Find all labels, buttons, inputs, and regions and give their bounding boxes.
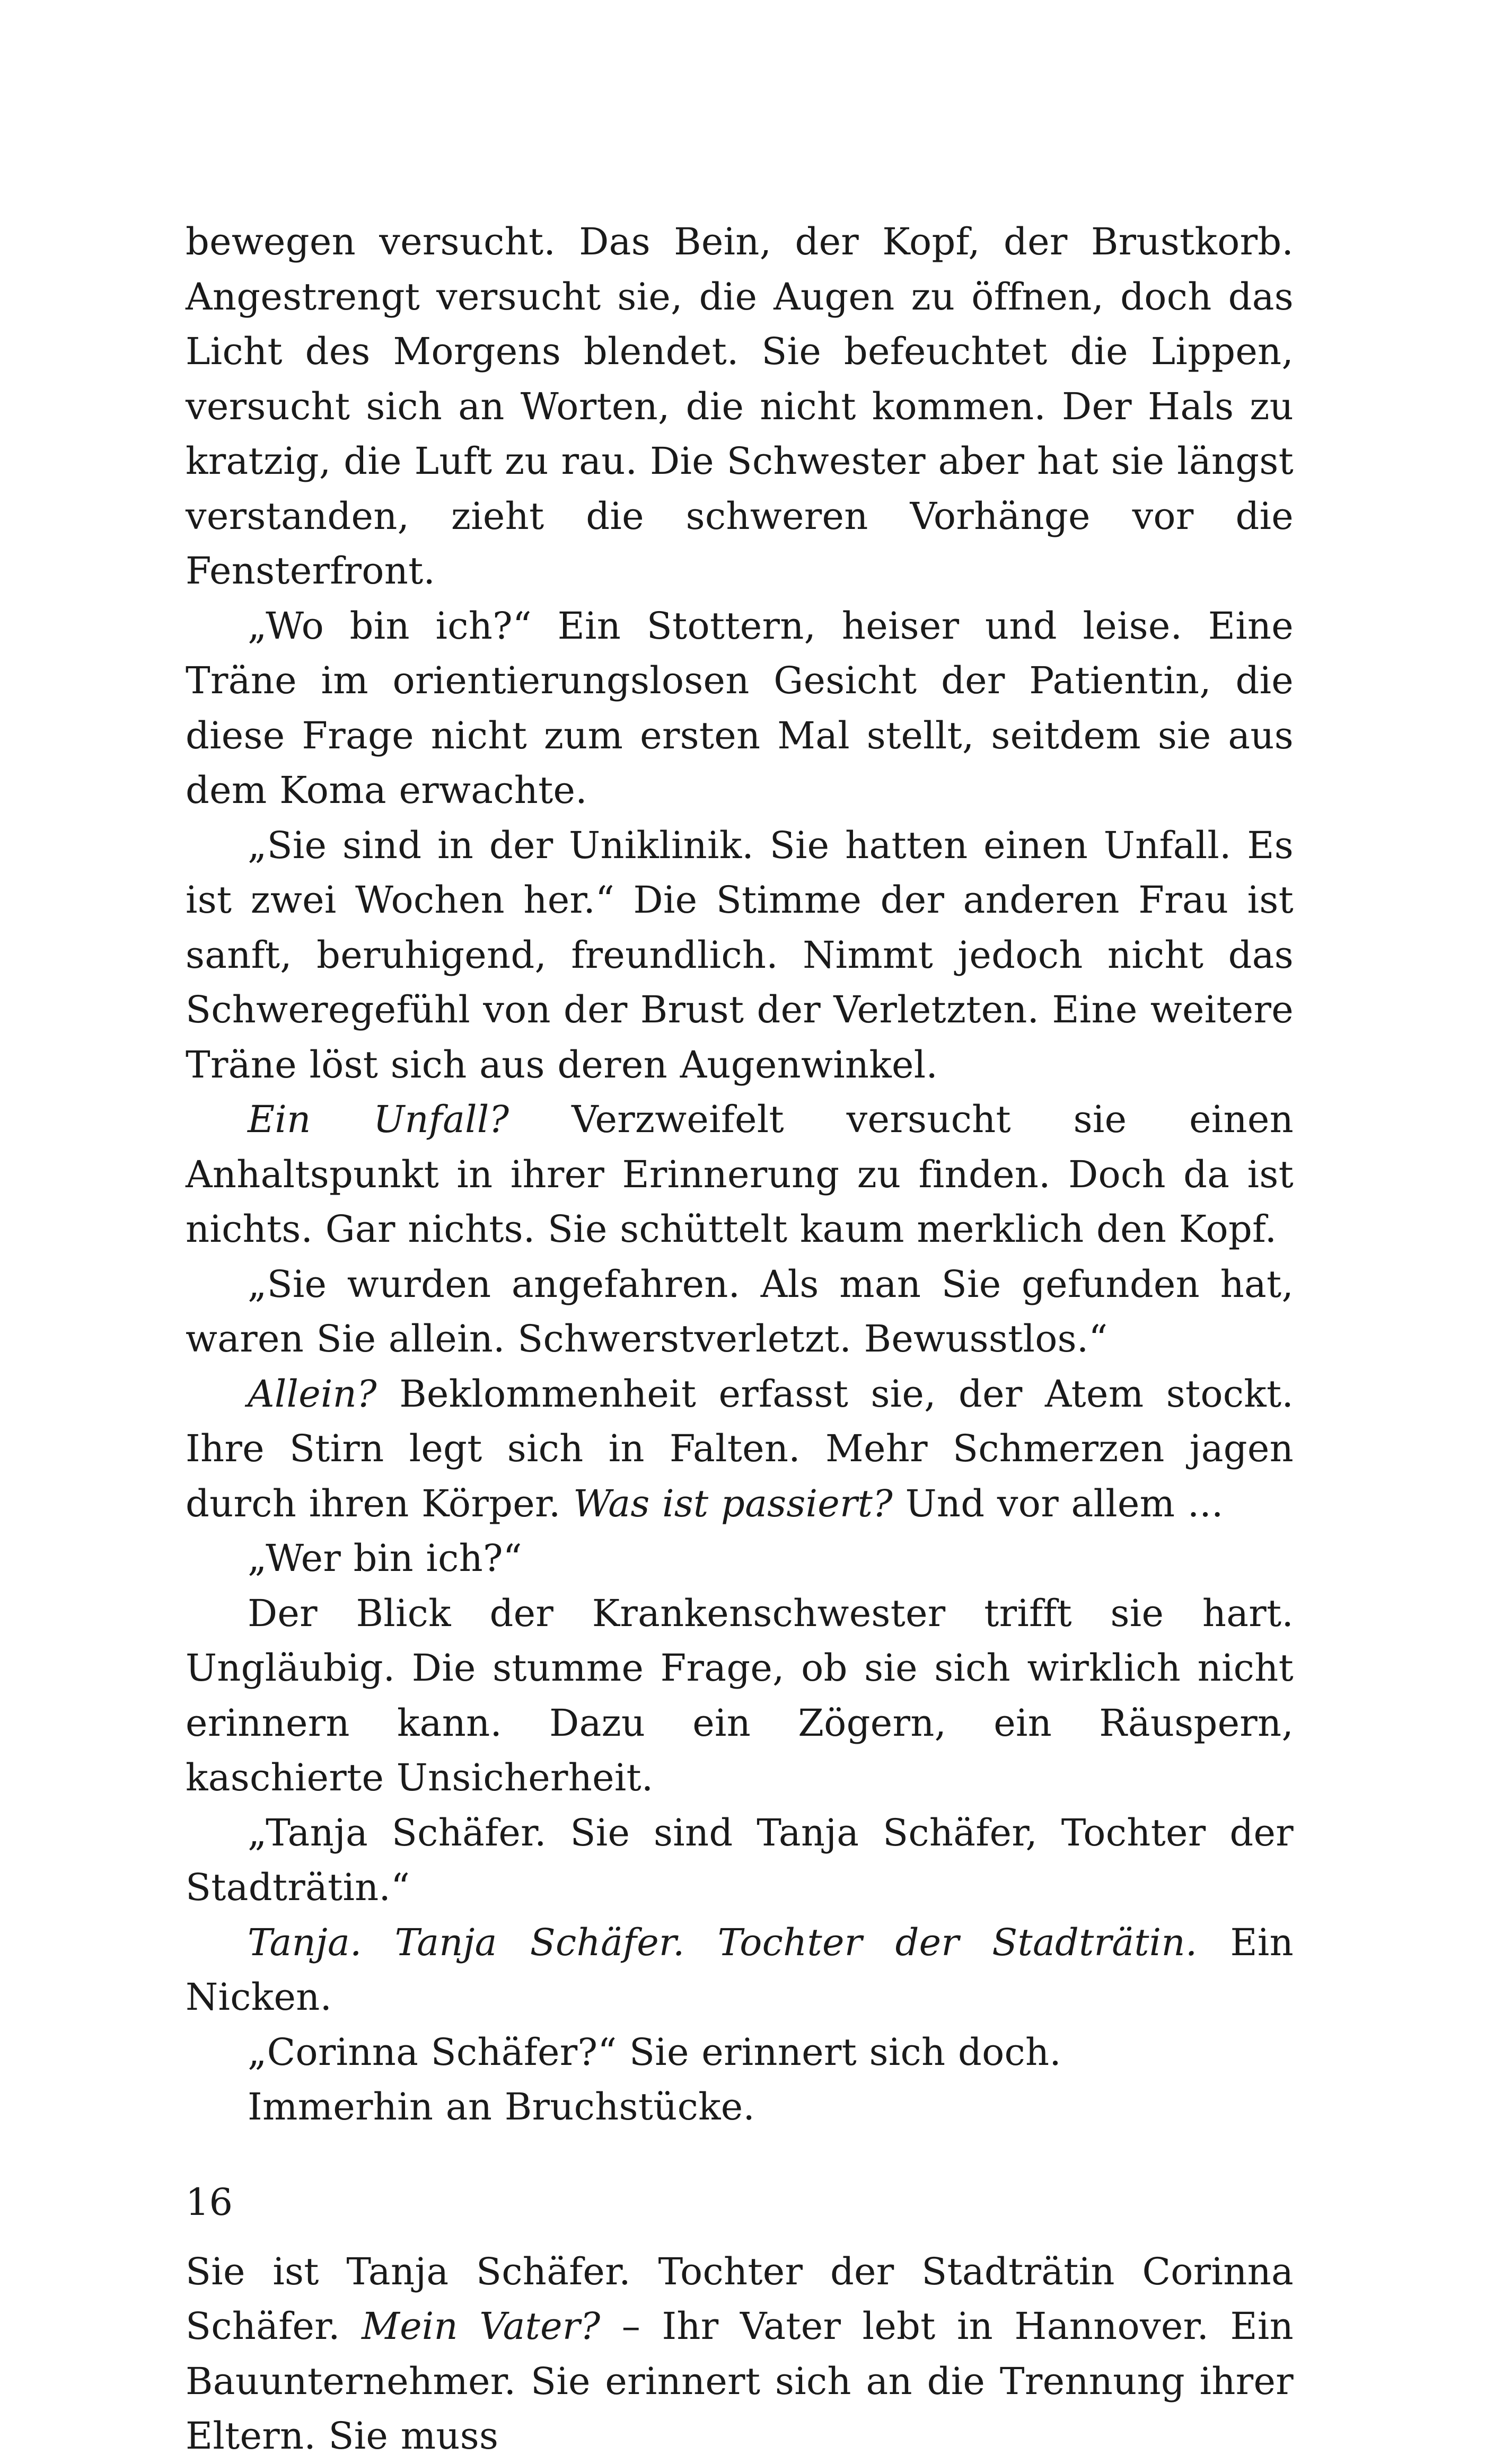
paragraph-text: Und vor allem ... [893, 1481, 1224, 1525]
paragraph [186, 2245, 1294, 2464]
italic-text: Was ist passiert? [573, 1481, 893, 1525]
paragraph [186, 1092, 1294, 1257]
paragraph [186, 1915, 1294, 2025]
italic-text: Allein? [248, 1372, 377, 1416]
paragraph-text: Beklommenheit erfasst sie, der Atem stockt. Ihre Stirn legt sich in Falten. Mehr Schmerzen jagen durch ihren Körper. [186, 1372, 1294, 1525]
paragraph [186, 818, 1294, 1093]
italic-text: Ein Unfall? [248, 1098, 509, 1141]
paragraph [186, 215, 1294, 599]
paragraph-text: „Sie wurden angefahren. Als man Sie gefunden hat, waren Sie allein. Schwerstverletzt. Bewusstlos.“ [186, 1262, 1294, 1361]
paragraph [186, 1586, 1294, 1806]
paragraph-text: Verzweifelt versucht sie einen Anhaltspunkt in ihrer Erinnerung zu finden. Doch da ist nichts. Gar nichts. Sie schüttelt kaum merklich den Kopf. [186, 1098, 1294, 1251]
paragraph [186, 1367, 1294, 1532]
page-number: 16 [186, 2180, 233, 2224]
paragraph-text: bewegen versucht. Das Bein, der Kopf, der Brustkorb. Angestrengt versucht sie, die Augen zu öffnen, doch das Licht des Morgens blendet. Sie befeuchtet die Lippen, versucht sich an Worten, die nicht kommen. Der Hals zu kratzig, die Luft zu rau. Die Schwester aber hat sie längst verstanden, zieht die schweren Vorhänge vor die Fensterfront. [186, 220, 1294, 593]
paragraph-text: Der Blick der Krankenschwester trifft sie hart. Ungläubig. Die stumme Frage, ob sie sich wirklich nicht erinnern kann. Dazu ein Zögern, ein Räuspern, kaschierte Unsicherheit. [186, 1591, 1294, 1799]
paragraph-text: „Sie sind in der Uniklinik. Sie hatten einen Unfall. Es ist zwei Wochen her.“ Die Stimme der anderen Frau ist sanft, beruhigend, freundlich. Nimmt jedoch nicht das Schweregefühl von der Brust der Verletzten. Eine weitere Träne löst sich aus deren Augenwinkel. [186, 823, 1294, 1087]
paragraph [186, 1531, 1294, 1586]
paragraph-text: „Wer bin ich?“ [248, 1536, 522, 1580]
paragraph-text: „Tanja Schäfer. Sie sind Tanja Schäfer, Tochter der Stadträtin.“ [186, 1811, 1294, 1909]
paragraph-text: Ein Nicken. [186, 1920, 1294, 2019]
paragraph-text: Sie ist Tanja Schäfer. Tochter der Stadträtin Corinna Schäfer. [186, 2249, 1294, 2348]
paragraph [186, 2025, 1294, 2080]
paragraph [186, 1806, 1294, 1915]
body-text [186, 215, 1294, 2464]
paragraph-text: „Corinna Schäfer?“ Sie erinnert sich doch. [248, 2030, 1061, 2074]
paragraph-text: „Wo bin ich?“ Ein Stottern, heiser und leise. Eine Träne im orientierungslosen Gesicht der Patientin, die diese Frage nicht zum ersten Mal stellt, seitdem sie aus dem Koma erwachte. [186, 604, 1294, 812]
paragraph-text: – Ihr Vater lebt in Hannover. Ein Bauunternehmer. Sie erinnert sich an die Trennung ihrer Eltern. Sie muss [186, 2304, 1294, 2458]
italic-text: Tanja. Tanja Schäfer. Tochter der Stadträtin. [248, 1920, 1198, 1964]
paragraph [186, 1257, 1294, 1367]
paragraph [186, 2080, 1294, 2135]
paragraph-text: Immerhin an Bruchstücke. [248, 2085, 755, 2129]
italic-text: Mein Vater? [362, 2304, 601, 2348]
paragraph [186, 599, 1294, 818]
